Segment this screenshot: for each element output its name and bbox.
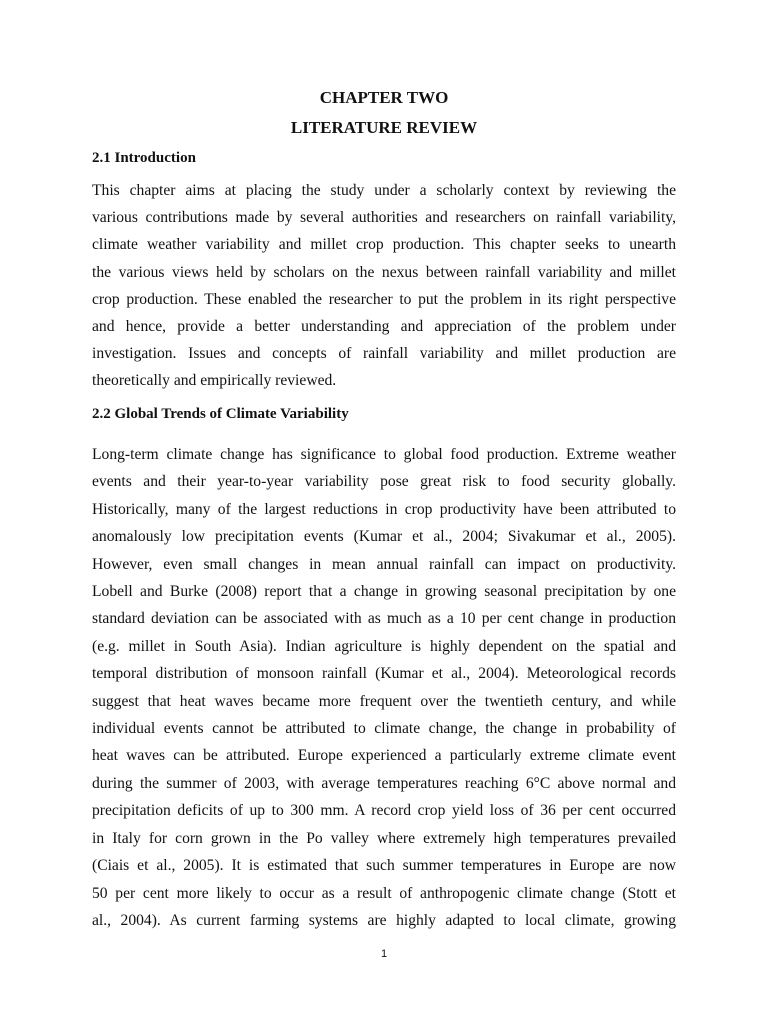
paragraph-line: 50 per cent more likely to occur as a result of anthropogenic climate change (Stott et — [92, 884, 676, 902]
page-number: 1 — [380, 948, 388, 960]
paragraph-line: (e.g. millet in South Asia). Indian agriculture is highly dependent on the spatial and — [92, 637, 676, 655]
paragraph-line: during the summer of 2003, with average temperatures reaching 6°C above normal and — [92, 774, 676, 792]
section-heading-global-trends: 2.2 Global Trends of Climate Variability — [92, 406, 349, 422]
paragraph-line: temporal distribution of monsoon rainfall (Kumar et al., 2004). Meteorological records — [92, 665, 676, 683]
paragraph-line: climate weather variability and millet crop production. This chapter seeks to unearth — [92, 236, 676, 254]
paragraph-line: and hence, provide a better understanding and appreciation of the problem under — [92, 318, 676, 336]
paragraph-line: investigation. Issues and concepts of rainfall variability and millet production are — [92, 345, 676, 363]
paragraph-line: standard deviation can be associated with as much as a 10 per cent change in production — [92, 610, 676, 628]
paragraph-line: suggest that heat waves became more frequent over the twentieth century, and while — [92, 692, 676, 710]
introduction-paragraph — [92, 177, 676, 395]
paragraph-line: Lobell and Burke (2008) report that a change in growing seasonal precipitation by one — [92, 583, 676, 601]
paragraph-line: al., 2004). As current farming systems are highly adapted to local climate, growing — [92, 911, 676, 929]
section-heading-introduction: 2.1 Introduction — [92, 150, 196, 166]
paragraph-line: Historically, many of the largest reductions in crop productivity have been attributed to — [92, 500, 676, 518]
paragraph-line: Long-term climate change has significance to global food production. Extreme weather — [92, 446, 676, 463]
paragraph-line: (Ciais et al., 2005). It is estimated that such summer temperatures in Europe are now — [92, 857, 676, 875]
paragraph-line: However, even small changes in mean annual rainfall can impact on productivity. — [92, 555, 676, 573]
paragraph-line: various contributions made by several authorities and researchers on rainfall variability, — [92, 209, 676, 227]
paragraph-line: events and their year-to-year variability pose great risk to food security globally. — [92, 473, 676, 491]
paragraph-line: crop production. These enabled the researcher to put the problem in its right perspective — [92, 290, 676, 308]
paragraph-line: heat waves can be attributed. Europe experienced a particularly extreme climate event — [92, 747, 676, 765]
paragraph-line: This chapter aims at placing the study under a scholarly context by reviewing the — [92, 182, 676, 199]
paragraph-line: precipitation deficits of up to 300 mm. A record crop yield loss of 36 per cent occurred — [92, 802, 676, 820]
chapter-title: LITERATURE REVIEW — [290, 118, 478, 137]
paragraph-line: in Italy for corn grown in the Po valley where extremely high temperatures prevailed — [92, 829, 676, 847]
paragraph-line: theoretically and empirically reviewed. — [92, 372, 337, 390]
chapter-label: CHAPTER TWO — [319, 88, 449, 107]
paragraph-line: the various views held by scholars on the nexus between rainfall variability and millet — [92, 263, 676, 281]
global-trends-paragraph — [92, 441, 676, 934]
paragraph-line: anomalously low precipitation events (Kumar et al., 2004; Sivakumar et al., 2005). — [92, 528, 676, 546]
paragraph-line: individual events cannot be attributed to climate change, the change in probability of — [92, 720, 676, 738]
